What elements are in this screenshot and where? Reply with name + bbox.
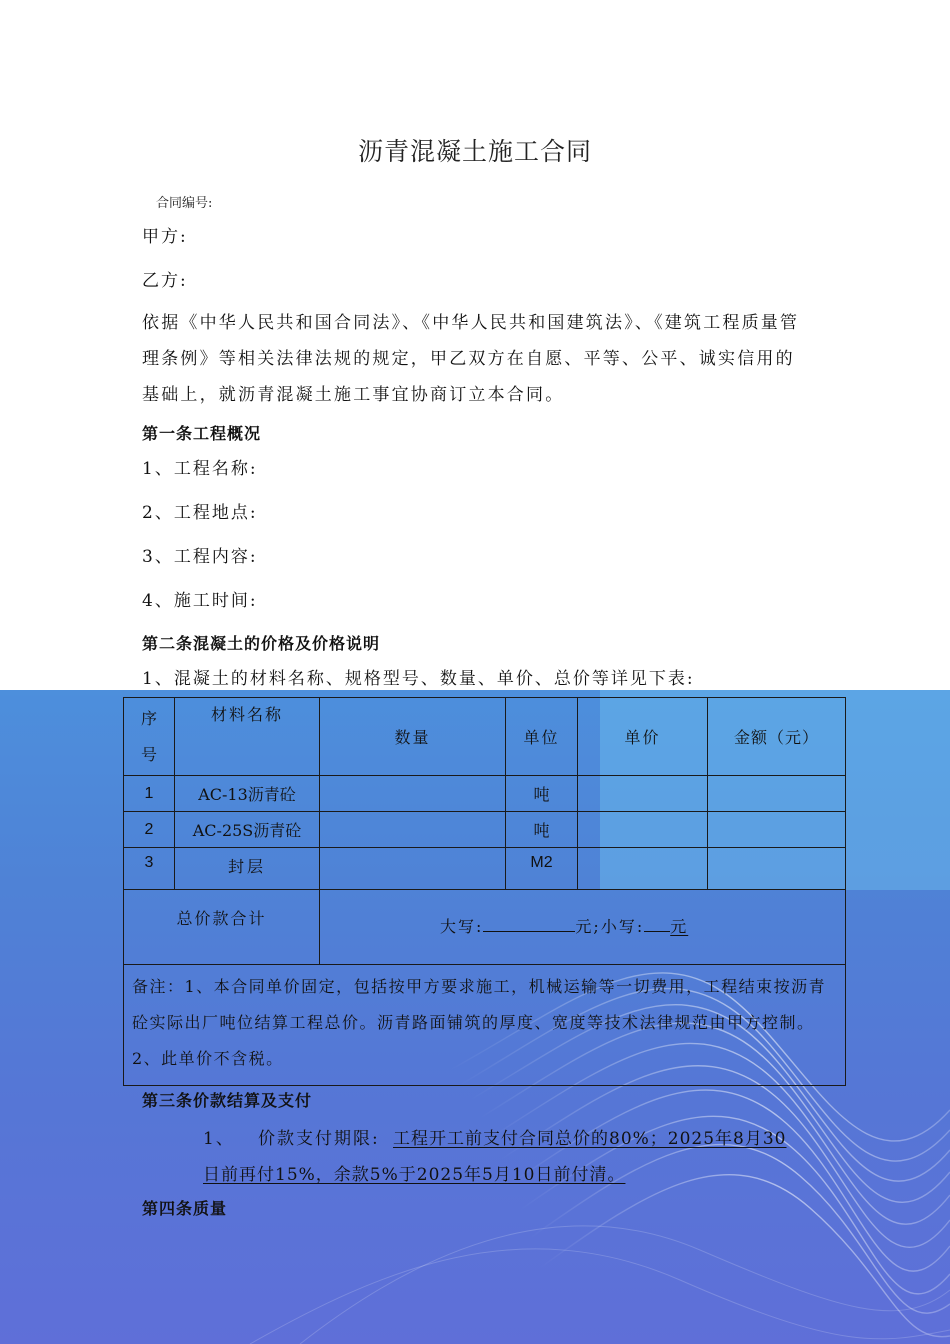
intro-paragraph: 依据《中华人民共和国合同法》、《中华人民共和国建筑法》、《建筑工程质量管理条例》等相关法律法规的规定，甲乙双方在自愿、平等、公平、诚实信用的基础上，就沥青混凝土施工事宜协商订立本合同。 [142,313,800,405]
cell-amount [708,776,846,812]
table-note-cell [124,965,846,1086]
party-a-label: 甲方: [142,227,188,247]
article4-heading: 第四条质量 [142,1199,228,1218]
note-text: 备注：1、本合同单价固定，包括按甲方要求施工，机械运输等一切费用，工程结束按沥青砼实际出厂吨位结算工程总价。沥青路面铺筑的厚度、宽度等技术法律规范由甲方控制。 [132,977,827,1032]
article3-payment-line: 工程开工前支付合同总价的80%；2025年8月30 [393,1129,787,1149]
article1-heading: 第一条工程概况 [142,424,262,443]
capital-yuan-label: 元; [575,917,601,936]
header-cell-unit: 单位 [506,698,578,776]
cell-qty [320,812,506,848]
document-title: 沥青混凝土施工合同 [357,137,592,166]
article1-item: 1、工程名称: [142,459,258,479]
article2-heading: 第二条混凝土的价格及价格说明 [142,634,381,653]
cell-price [578,848,708,890]
article1-item: 4、施工时间: [142,591,258,611]
header-cell-amount: 金额（元） [708,698,846,776]
article3-payment-line: 日前再付15%，余款5%于2025年5月10日前付清。 [203,1165,626,1185]
article2-lead: 1、混凝土的材料名称、规格型号、数量、单价、总价等详见下表: [142,669,695,689]
table-note-row [124,965,846,1086]
article1-item: 2、工程地点: [142,503,258,523]
header-cell-qty: 数量 [320,698,506,776]
table-row [124,776,846,812]
article1-item: 3、工程内容: [142,547,258,567]
table-header-row [124,698,846,776]
article3-item-number: 1、 [203,1129,235,1149]
header-cell-price: 单价 [578,698,708,776]
total-label-cell: 总价款合计 [124,890,320,965]
cell-name: AC-25S沥青砼 [175,812,320,848]
lower-amount-label: 小写: [600,917,645,936]
capital-amount-label: 大写: [440,917,484,936]
cell-no: 3 [124,848,175,890]
cell-amount [708,848,846,890]
table-total-row [124,890,846,965]
cell-price [578,776,708,812]
note-text: 2、此单价不含税。 [132,1049,284,1068]
cell-qty [320,776,506,812]
cell-no: 1 [124,776,175,812]
header-cell-no: 序号 [124,698,175,776]
table-row [124,848,846,890]
cell-amount [708,812,846,848]
party-b-label: 乙方: [142,271,188,291]
lower-amount-blank [644,915,670,932]
cell-no: 2 [124,812,175,848]
cell-unit: M2 [506,848,578,890]
capital-amount-blank [483,915,575,932]
cell-name: AC-13沥青砼 [175,776,320,812]
cell-price [578,812,708,848]
cell-unit: 吨 [506,812,578,848]
contract-number-label: 合同编号: [156,196,213,211]
price-table [123,697,846,1086]
table-row [124,812,846,848]
article3-payment-label: 价款支付期限: [258,1129,380,1149]
article3-heading: 第三条价款结算及支付 [142,1091,313,1110]
cell-name: 封层 [175,848,320,890]
cell-unit: 吨 [506,776,578,812]
total-amount-cell [320,890,846,965]
cell-qty [320,848,506,890]
header-cell-name: 材料名称 [175,698,320,776]
lower-yuan-label: 元 [670,917,689,936]
